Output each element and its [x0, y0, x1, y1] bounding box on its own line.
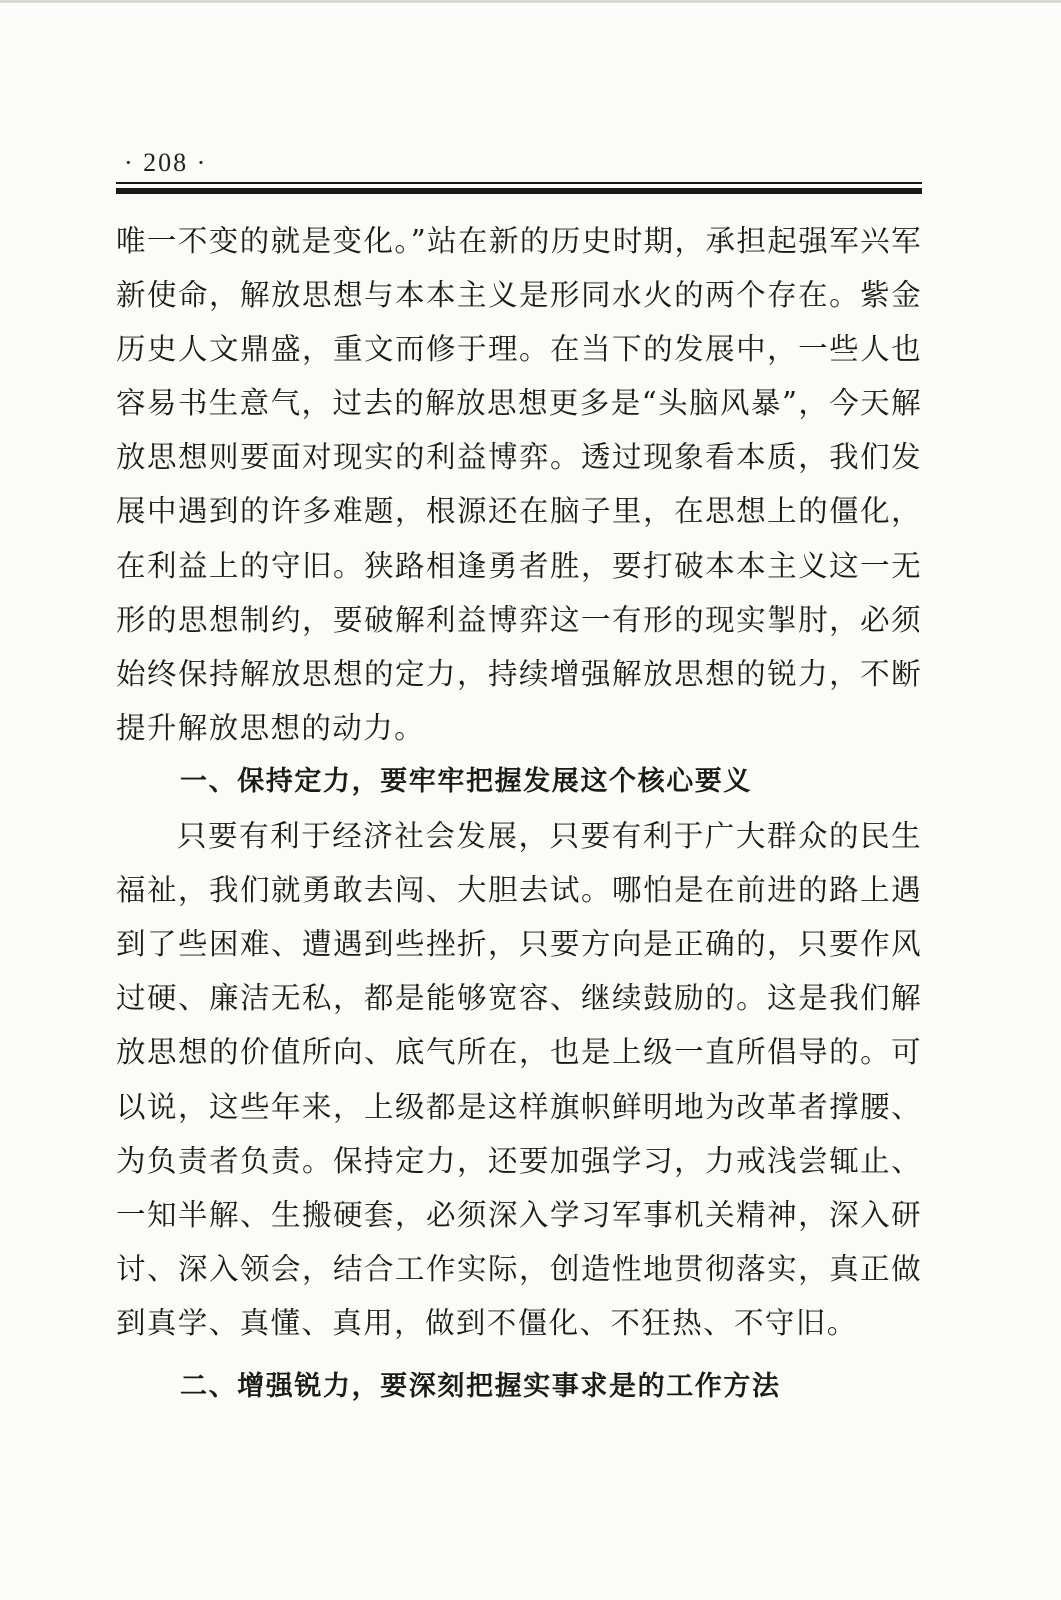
header-rule-thick — [116, 188, 922, 194]
page-header — [116, 148, 922, 196]
section-heading-1: 一、保持定力，要牢牢把握发展这个核心要义 — [180, 765, 752, 797]
paragraph: 只要有利于经济社会发展，只要有利于广大群众的民生福祉，我们就勇敢去闯、大胆去试。哪怕是在前进的路上遇到了些困难、遭遇到些挫折，只要方向是正确的，只要作风过硬、廉洁无私，都是能够宽容、继续鼓励的。这是我们解放思想的价值所向、底气所在，也是上级一直所倡导的。可以说，这些年来，上级都是这样旗帜鲜明地为改革者撑腰、为负责者负责。保持定力，还要加强学习，力戒浅尝辄止、一知半解、生搬硬套，必须深入学习军事机关精神，深入研讨、深入领会，结合工作实际，创造性地贯彻落实，真正做到真学、真懂、真用，做到不僵化、不狂热、不守旧。 — [116, 819, 922, 1340]
section-heading-2: 二、增强锐力，要深刻把握实事求是的工作方法 — [180, 1370, 781, 1402]
header-rule-thin — [116, 182, 922, 184]
body-text — [116, 214, 922, 1414]
page-edge — [0, 0, 1061, 3]
paragraph-continued: 唯一不变的就是变化。”站在新的历史时期，承担起强军兴军新使命，解放思想与本本主义是形同水火的两个存在。紫金历史人文鼎盛，重文而修于理。在当下的发展中，一些人也容易书生意气，过去的解放思想更多是“头脑风暴”，今天解放思想则要面对现实的利益博弈。透过现象看本质，我们发展中遇到的许多难题，根源还在脑子里，在思想上的僵化，在利益上的守旧。狭路相逢勇者胜，要打破本本主义这一无形的思想制约，要破解利益博弈这一有形的现实掣肘，必须始终保持解放思想的定力，持续增强解放思想的锐力，不断提升解放思想的动力。 — [116, 224, 922, 745]
page-number: · 208 · — [124, 148, 208, 177]
